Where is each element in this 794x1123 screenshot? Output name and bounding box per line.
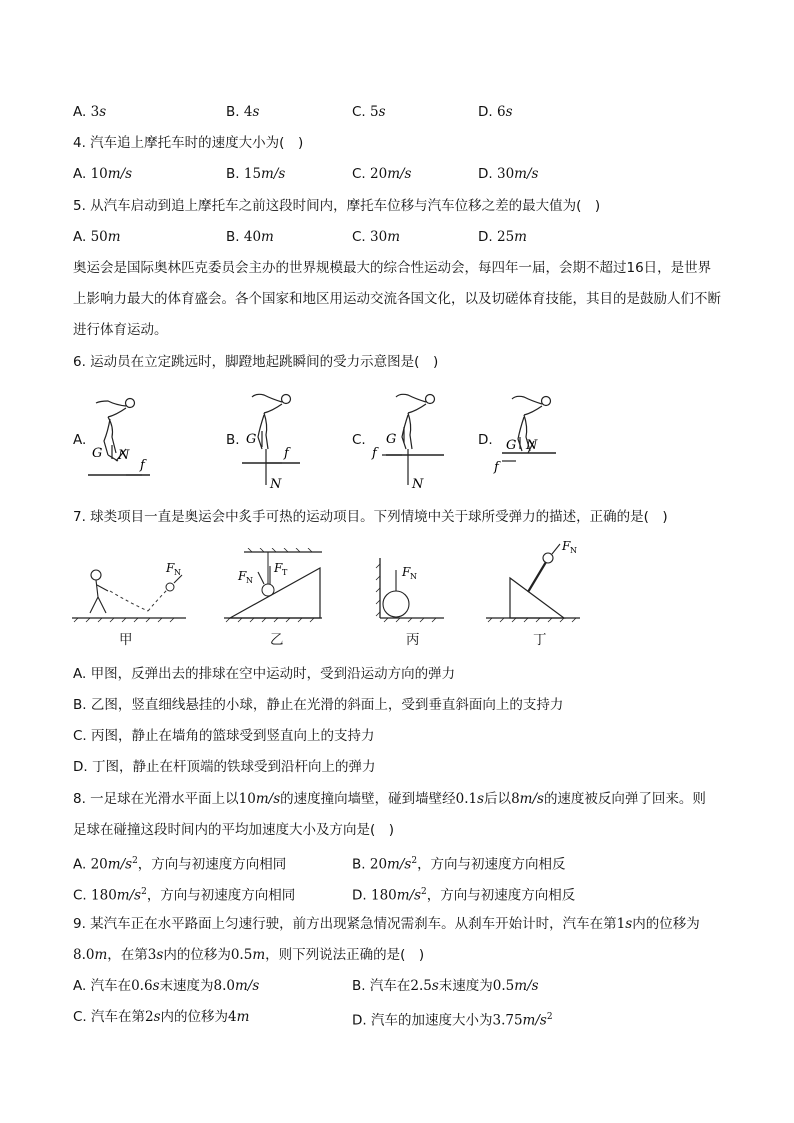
q4-option-c: C. 20m/s: [352, 166, 412, 182]
q8-option-b: B. $20m/s^2$，方向与初速度方向相反: [352, 856, 566, 873]
q7-option-c: C. 丙图，静止在墙角的篮球受到竖直向上的支持力: [73, 728, 375, 744]
q7-caption-yi: 乙: [270, 632, 284, 648]
q6-figure-c: [362, 387, 452, 495]
volleyball: [166, 583, 174, 591]
q8-option-c: C. $180m/s^2$，方向与初速度方向相同: [73, 887, 296, 904]
wedge: [510, 578, 564, 618]
q8-stem-line-2: 足球在碰撞这段时间内的平均加速度大小及方向是( ): [73, 822, 395, 838]
q7-figure-yi: [222, 548, 326, 624]
q9-stem-line-2: 8.0m，在第3s内的位移为0.5m，则下列说法正确的是( ): [73, 947, 425, 963]
q6-figure-d: [490, 387, 570, 479]
ball-path-up: [148, 589, 168, 611]
q8-option-a: A. $20m/s^2$，方向与初速度方向相同: [73, 856, 287, 873]
n-label: N: [526, 438, 538, 453]
q7-figure-jia: [70, 555, 190, 623]
jumper-figure-c: [396, 394, 435, 449]
q5-option-a: A. 50m: [73, 229, 121, 245]
g-label: G: [246, 432, 257, 447]
g-label: G: [92, 446, 103, 461]
fn-label: F: [166, 561, 175, 575]
fn-label: F: [238, 569, 247, 583]
q7-caption-jia: 甲: [119, 632, 133, 648]
q6-option-b-label: B.: [226, 432, 240, 448]
q6-option-c-label: C.: [352, 432, 366, 448]
q5-option-b: B. 40m: [226, 229, 274, 245]
q9-option-a: A. 汽车在0.6s末速度为8.0m/s: [73, 978, 260, 994]
ft-sub: T: [282, 568, 288, 577]
q7-stem: 7. 球类项目一直是奥运会中炙手可热的运动项目。下列情境中关于球所受弹力的描述，正确的是( ): [73, 509, 668, 525]
q5-stem: 5. 从汽车启动到追上摩托车之前这段时间内，摩托车位移与汽车位移之差的最大值为( ): [73, 198, 601, 214]
n-label: N: [270, 477, 282, 492]
q3-option-d: D. 6s: [478, 104, 513, 120]
q3-option-a: A. 3s: [73, 104, 107, 120]
q9-option-c: C. 汽车在第2s内的位移为4m: [73, 1009, 250, 1025]
q8-option-d: D. $180m/s^2$，方向与初速度方向相反: [352, 887, 576, 904]
f-label: f: [372, 446, 377, 461]
fn-arrow: [258, 572, 264, 584]
ft-label: F: [274, 561, 283, 575]
q9-option-d: D. 汽车的加速度大小为$3.75m/s^2$: [352, 1012, 553, 1029]
g-label: G: [386, 432, 397, 447]
n-label: N: [118, 448, 130, 463]
q7-option-b: B. 乙图，竖直细线悬挂的小球，静止在光滑的斜面上，受到垂直斜面向上的支持力: [73, 697, 564, 713]
q6-option-d-label: D.: [478, 432, 493, 448]
f-label: f: [140, 458, 145, 473]
q6-figure-a: [86, 393, 156, 485]
q6-figure-b: [236, 387, 304, 495]
ball-path-down: [110, 591, 148, 611]
q9-option-b: B. 汽车在2.5s末速度为0.5m/s: [352, 978, 539, 994]
q7-figure-bing: [374, 556, 446, 624]
q5-option-d: D. 25m: [478, 229, 527, 245]
q7-caption-bing: 丙: [406, 632, 420, 648]
basketball: [383, 591, 409, 617]
n-label: N: [412, 477, 424, 492]
g-label: G: [506, 438, 517, 453]
q4-stem: 4. 汽车追上摩托车时的速度大小为( ): [73, 135, 304, 151]
fn-label: F: [402, 565, 411, 579]
iron-ball: [543, 553, 553, 563]
q6-stem: 6. 运动员在立定跳远时，脚蹬地起跳瞬间的受力示意图是( ): [73, 354, 439, 370]
q7-option-a: A. 甲图，反弹出去的排球在空中运动时，受到沿运动方向的弹力: [73, 666, 456, 682]
f-label: f: [284, 446, 289, 461]
rod: [528, 562, 546, 592]
q7-figure-ding: [484, 538, 584, 624]
q9-stem-line-1: 9. 某汽车正在水平路面上匀速行驶，前方出现紧急情况需刹车。从刹车开始计时，汽车在第1s内的位移为: [73, 916, 700, 932]
fn-label: F: [562, 539, 571, 553]
player-figure: [90, 570, 108, 613]
fn-sub: N: [570, 546, 577, 555]
fn-sub: N: [246, 576, 253, 585]
fn-sub: N: [174, 568, 181, 577]
fn-sub: N: [410, 572, 417, 581]
q8-stem-line-1: 8. 一足球在光滑水平面上以10m/s的速度撞向墙壁，碰到墙壁经0.1s后以8m/s的速度被反向弹了回来。则: [73, 791, 706, 807]
q7-option-d: D. 丁图，静止在杆顶端的铁球受到沿杆向上的弹力: [73, 759, 376, 775]
q4-option-d: D. 30m/s: [478, 166, 539, 182]
q5-option-c: C. 30m: [352, 229, 401, 245]
q6-option-a-label: A.: [73, 432, 87, 448]
jumper-figure-b: [252, 394, 291, 449]
olympics-passage: 奥运会是国际奥林匹克委员会主办的世界规模最大的综合性运动会，每四年一届，会期不超过16日，是世界上影响力最大的体育盛会。各个国家和地区用运动交流各国文化，以及切磋体育技能，其目的是鼓励人们不断进行体育运动。: [73, 260, 721, 338]
q3-option-b: B. 4s: [226, 104, 260, 120]
q7-caption-ding: 丁: [533, 632, 547, 648]
q4-option-a: A. 10m/s: [73, 166, 133, 182]
fn-arrow: [552, 544, 560, 554]
q3-option-c: C. 5s: [352, 104, 386, 120]
q4-option-b: B. 15m/s: [226, 166, 286, 182]
f-label: f: [494, 460, 499, 475]
